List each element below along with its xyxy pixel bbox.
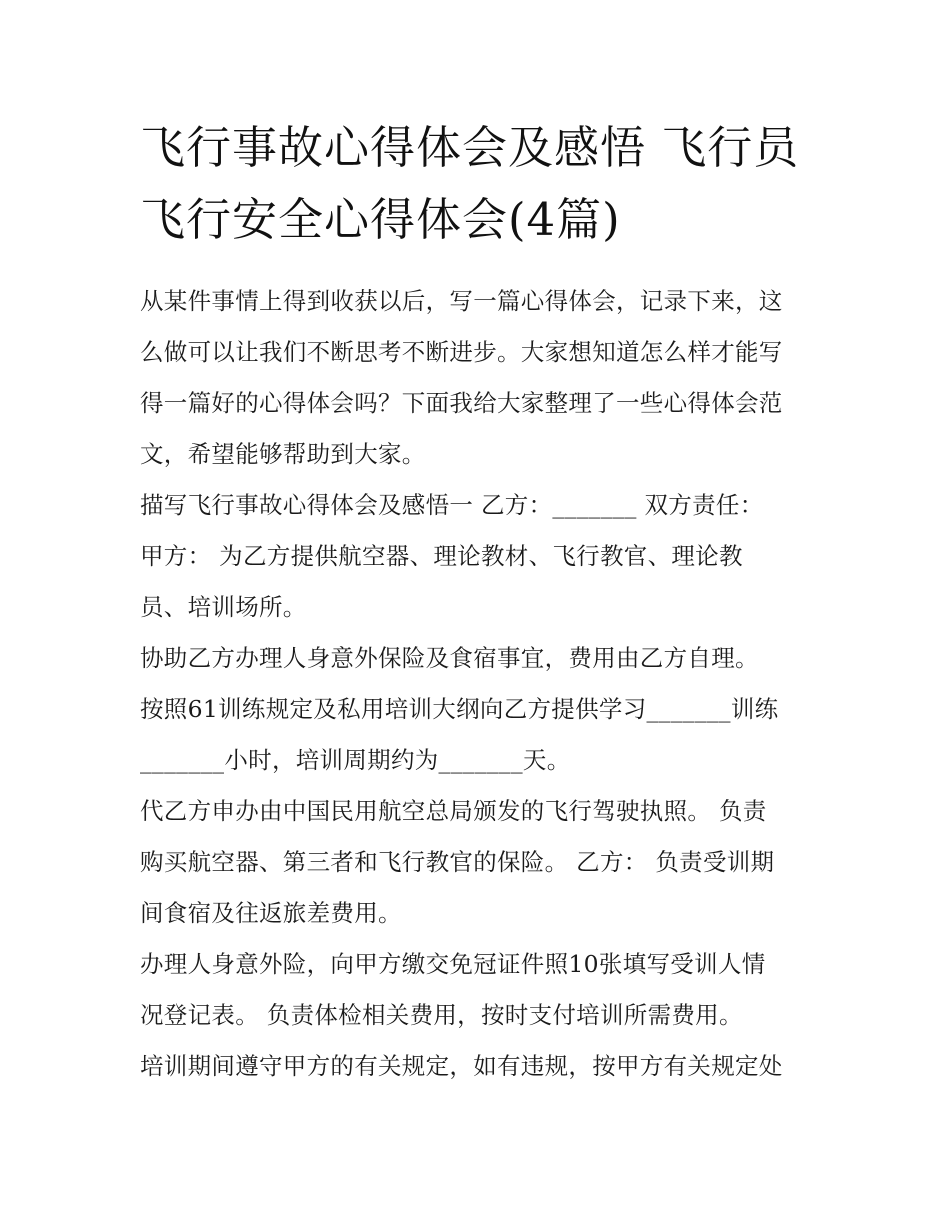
body-line-12: 购买航空器、第三者和飞行教官的保险。 乙方： 负责受训期 (140, 848, 775, 876)
body-line-16: 培训期间遵守甲方的有关规定，如有违规，按甲方有关规定处 (140, 1052, 783, 1080)
body-line-11: 代乙方申办由中国民用航空总局颁发的飞行驾驶执照。 负责 (140, 797, 767, 825)
body-line-14: 办理人身意外险，向甲方缴交免冠证件照10张填写受训人情 (140, 950, 766, 978)
body-line-8: 协助乙方办理人身意外保险及食宿事宜，费用由乙方自理。 (140, 644, 759, 672)
body-line-4: 文，希望能够帮助到大家。 (140, 440, 426, 468)
body-line-3: 得一篇好的心得体会吗？下面我给大家整理了一些心得体会范 (140, 389, 783, 417)
body-line-5: 描写飞行事故心得体会及感悟一 乙方：_______ 双方责任： (140, 491, 764, 519)
body-line-15: 况登记表。 负责体检相关费用，按时支付培训所需费用。 (140, 1001, 743, 1029)
body-line-2: 么做可以让我们不断思考不断进步。大家想知道怎么样才能写 (140, 338, 783, 366)
body-line-1: 从某件事情上得到收获以后，写一篇心得体会，记录下来，这 (140, 287, 783, 315)
body-line-13: 间食宿及往返旅差费用。 (140, 899, 402, 927)
body-line-6: 甲方： 为乙方提供航空器、理论教材、飞行教官、理论教 (140, 542, 743, 570)
body-line-9: 按照61训练规定及私用培训大纲向乙方提供学习_______训练 (140, 695, 779, 723)
document-title: 飞行事故心得体会及感悟 飞行员飞行安全心得体会(4篇) (140, 121, 800, 246)
body-line-7: 员、培训场所。 (140, 593, 307, 621)
body-line-10: _______小时，培训周期约为_______天。 (140, 746, 571, 774)
